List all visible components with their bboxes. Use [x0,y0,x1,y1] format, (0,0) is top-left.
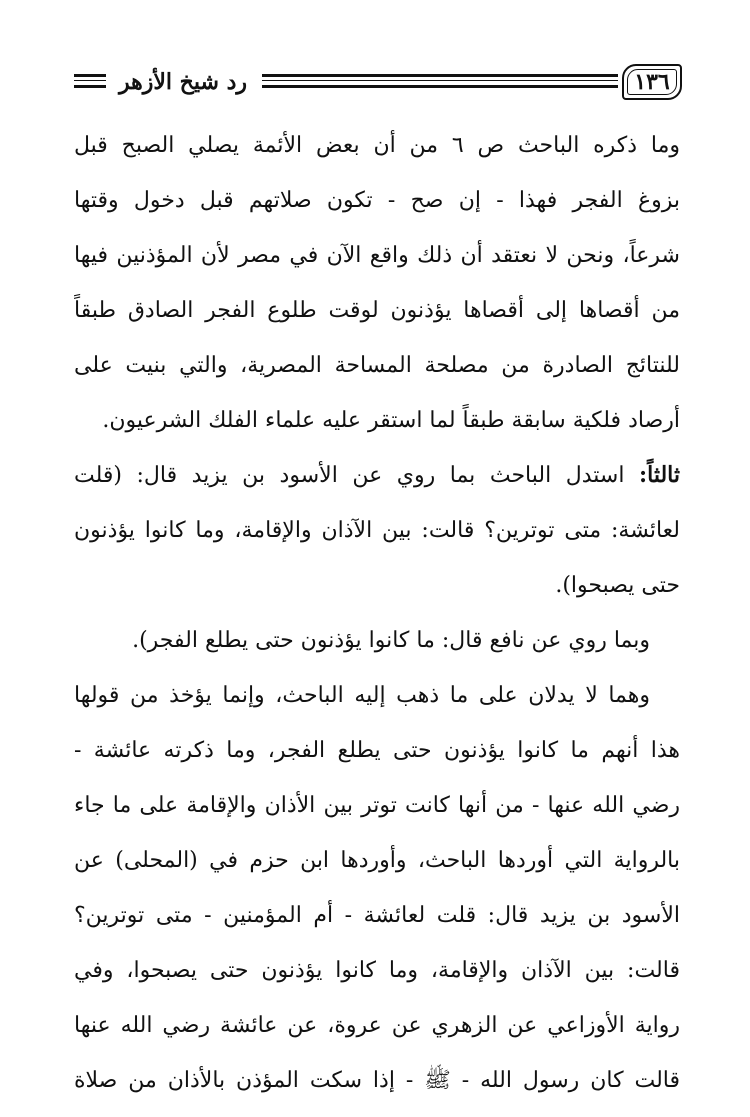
text-line: حتى يصبحوا). [555,573,680,598]
text-line: للنتائج الصادرة من مصلحة المساحة المصرية، والتي بنيت على [74,353,680,378]
section-label: ثالثاً: [639,462,680,488]
page-header [0,0,750,110]
text-line: لعائشة: متى توترين؟ قالت: بين الآذان والإقامة، وما كانوا يؤذنون [74,518,680,543]
running-title: رد شيخ الأزهر [118,69,248,95]
text-line: من أقصاها إلى أقصاها يؤذنون لوقت طلوع الفجر الصادق طبقاً [74,298,680,323]
text-line: وبما روي عن نافع قال: ما كانوا يؤذنون حتى يطلع الفجر). [132,628,650,653]
text-line: وما ذكره الباحث ص ٦ من أن بعض الأئمة يصلي الصبح قبل [74,133,680,158]
text-line: رواية الأوزاعي عن الزهري عن عروة، عن عائشة رضي الله عنها [74,1013,680,1038]
header-rule-right [262,74,618,88]
text-line: وهما لا يدلان على ما ذهب إليه الباحث، وإنما يؤخذ من قولها [74,683,650,708]
header-rule-left [74,74,106,88]
text-line: شرعاً، ونحن لا نعتقد أن ذلك واقع الآن في مصر لأن المؤذنين فيها [74,243,680,268]
page-number: ١٣٦ [622,64,682,100]
text-line: ثالثاً: استدل الباحث بما روي عن الأسود بن يزيد قال: (قلت [74,462,680,488]
body-text [74,118,680,1108]
text-line: بالرواية التي أوردها الباحث، وأوردها ابن حزم في (المحلى) عن [74,848,680,873]
text-line: قالت كان رسول الله - ﷺ - إذا سكت المؤذن بالأذان من صلاة [74,1068,680,1093]
text-line: أرصاد فلكية سابقة طبقاً لما استقر عليه علماء الفلك الشرعيون. [102,408,680,433]
text-line: هذا أنهم ما كانوا يؤذنون حتى يطلع الفجر، وما ذكرته عائشة - [74,738,680,763]
text-line: قالت: بين الآذان والإقامة، وما كانوا يؤذنون حتى يصبحوا، وفي [74,958,680,983]
text-line: بزوغ الفجر فهذا - إن صح - تكون صلاتهم قبل دخول وقتها [74,188,680,213]
text-line: رضي الله عنها - من أنها كانت توتر بين الأذان والإقامة على ما جاء [74,793,680,818]
text-line: الأسود بن يزيد قال: قلت لعائشة - أم المؤمنين - متى توترين؟ [74,903,680,928]
